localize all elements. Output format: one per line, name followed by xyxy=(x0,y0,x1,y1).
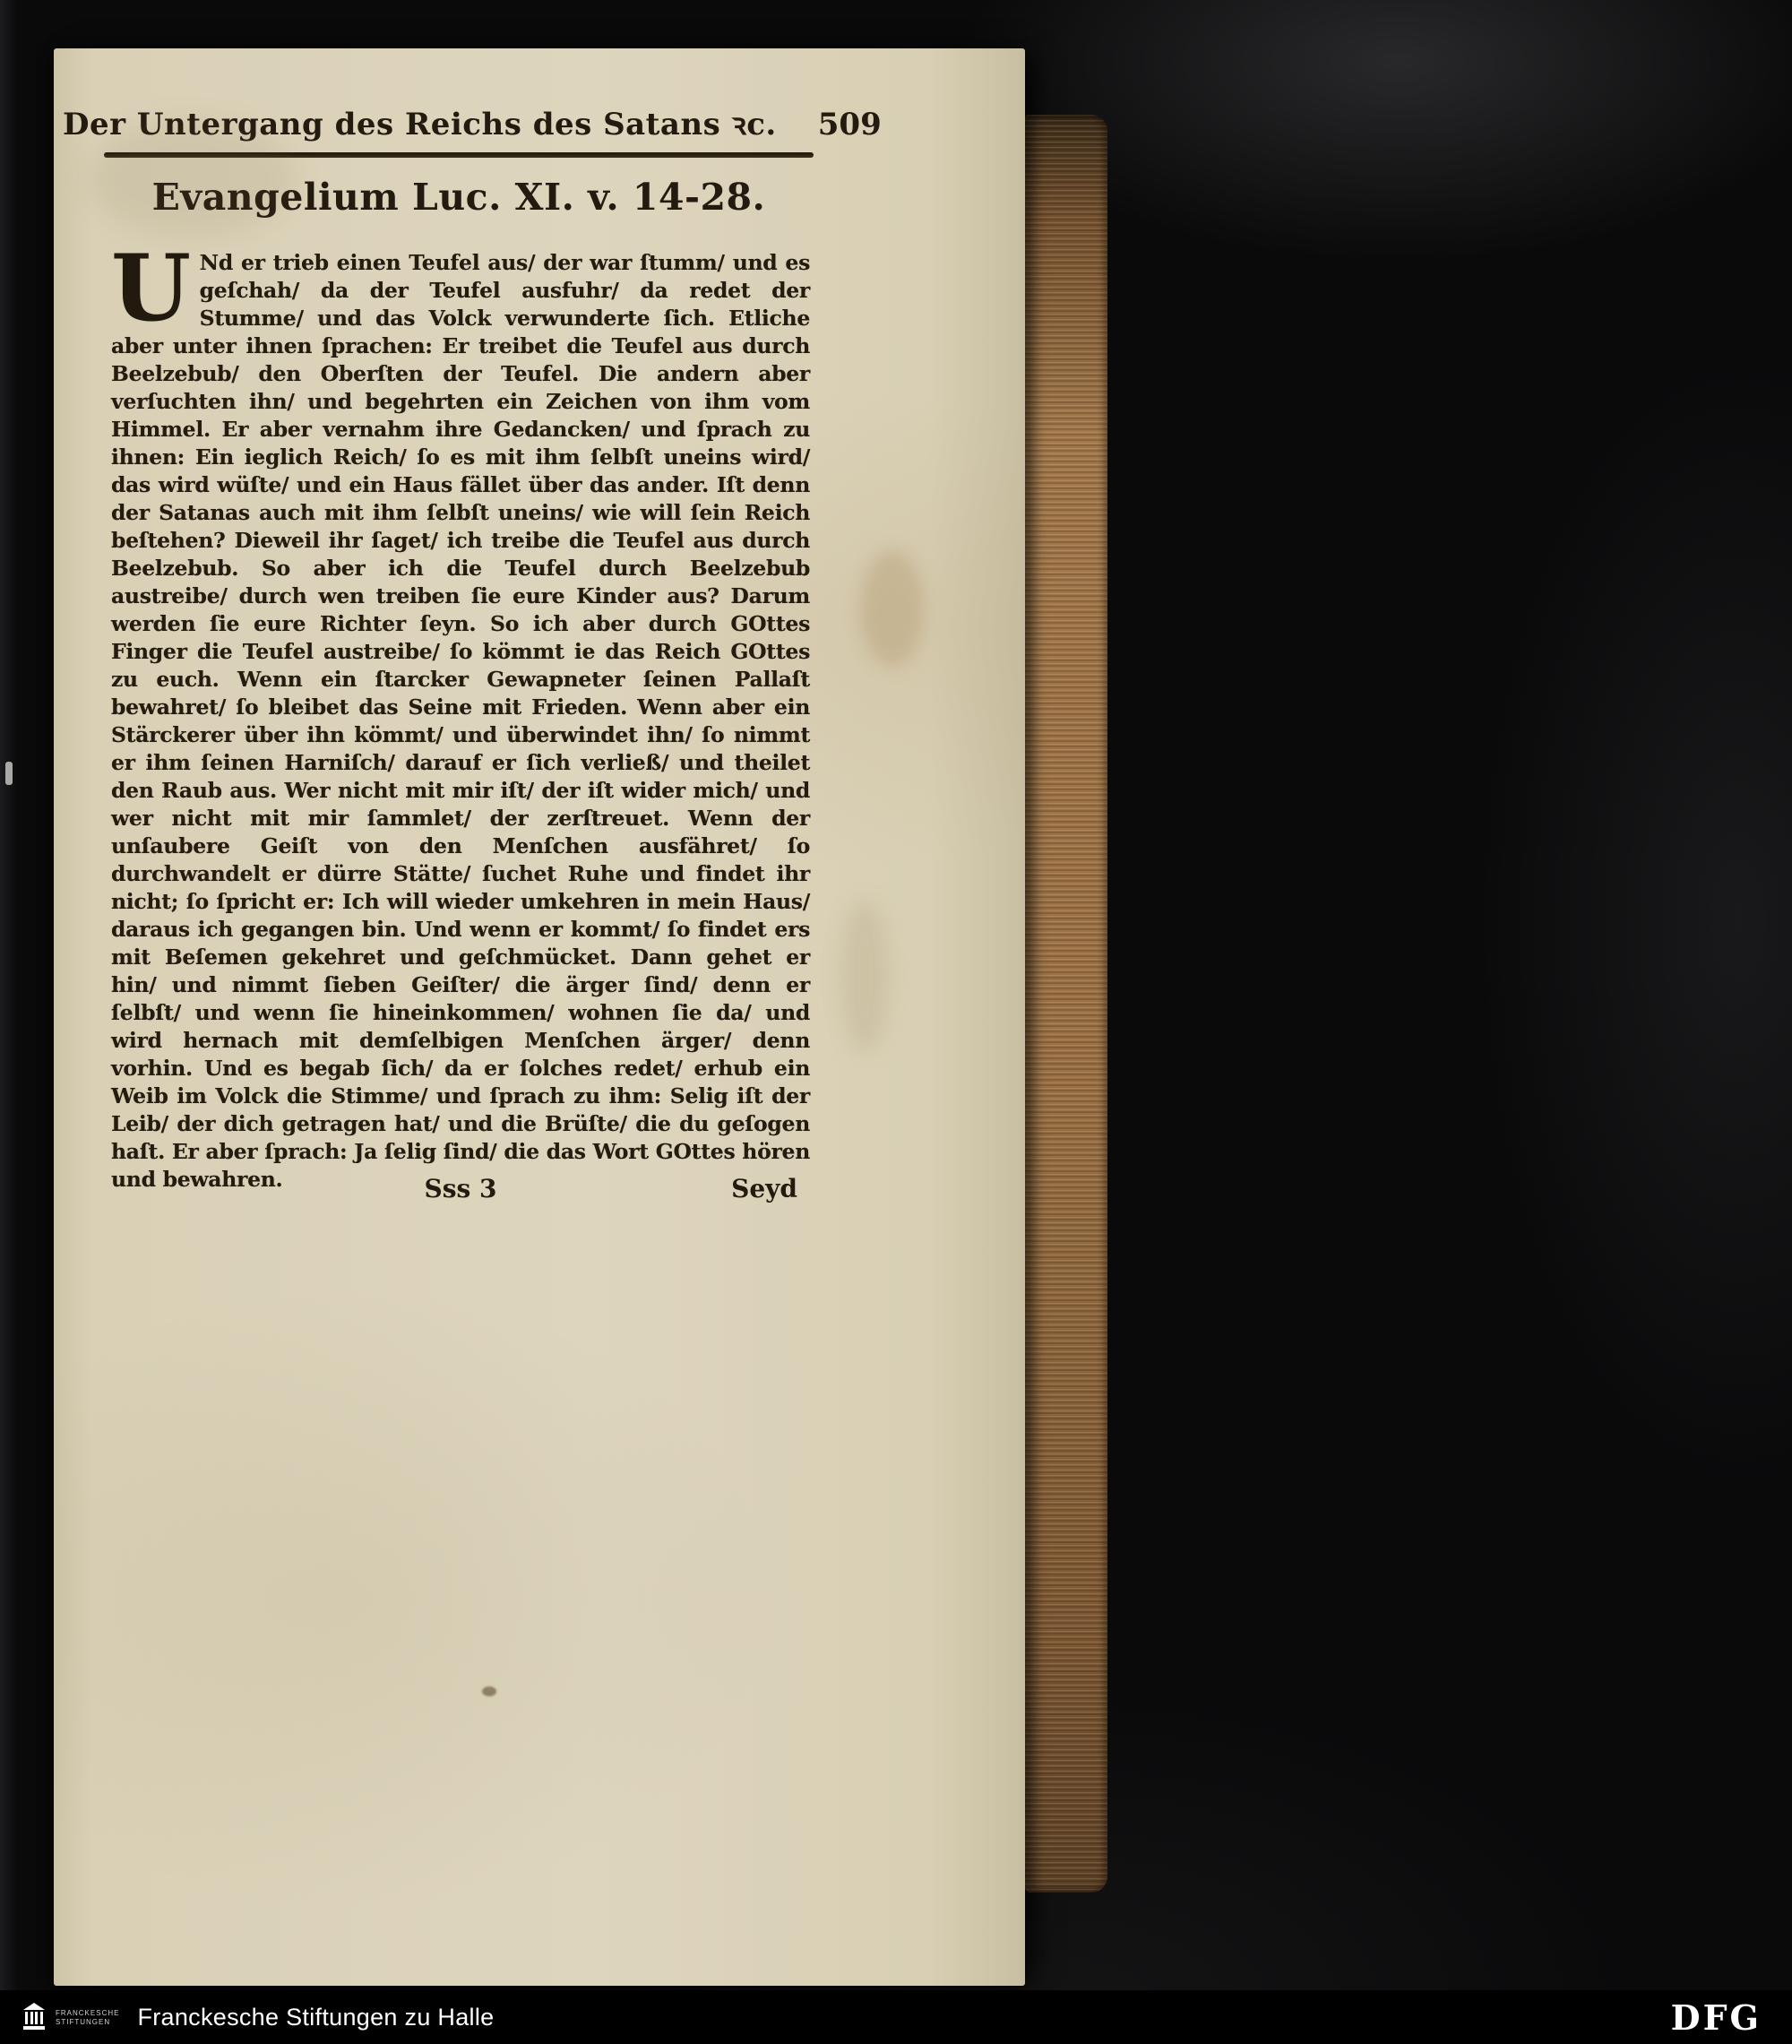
running-header xyxy=(63,102,882,143)
institution-name: Franckesche Stiftungen zu Halle xyxy=(137,2003,495,2031)
catchword: Seyd xyxy=(731,1174,797,1203)
scripture-paragraph: Nd er trieb einen Teufel aus/ der war ſtumm/ und es geſchah/ da der Teufel ausfuhr/ da redet der Stumme/ und das Volck verwunderte ſich. Etliche aber unter ihnen ſprachen: Er treibet die Teufel aus durch Beelzebub/ den Oberſten der Teufel. Die andern aber verſuchten ihn/ und begehrten ein Zeichen von ihm vom Himmel. Er aber vernahm ihre Gedancken/ und ſprach zu ihnen: Ein ieglich Reich/ ſo es mit ihm ſelbſt uneins wird/ das wird wüſte/ und ein Haus fället über das ander. Iſt denn der Satanas auch mit ihm ſelbſt uneins/ wie will ſein Reich beſtehen? Dieweil ihr ſaget/ ich treibe die Teufel aus durch Beelzebub. So aber ich die Teufel durch Beelzebub austreibe/ durch wen treiben ſie eure Kinder aus? Darum werden ſie eure Richter ſeyn. So ich aber durch GOttes Finger die Teufel austreibe/ ſo kömmt ie das Reich GOttes zu euch. Wenn ein ſtarcker Gewapneter ſeinen Pallaſt bewahret/ ſo bleibet das Seine mit Frieden. Wenn aber ein Stärckerer über ihn kömmt/ und überwindet ihn/ ſo nimmt er ihm ſeinen Harniſch/ darauf er ſich verließ/ und theilet den Raub aus. Wer nicht mit mir iſt/ der iſt wider mich/ und wer nicht mit mir ſammlet/ der zerſtreuet. Wenn der unſaubere Geiſt von den Menſchen ausfähret/ ſo durchwandelt er dürre Stätte/ ſuchet Ruhe und findet ihr nicht; ſo ſpricht er: Ich will wieder umkehren in mein Haus/ daraus ich gegangen bin. Und wenn er kommt/ ſo findet ers mit Beſemen gekehret und geſchmücket. Dann gehet er hin/ und nimmt ſieben Geiſter/ die ärger ſind/ denn er ſelbſt/ und wenn ſie hineinkommen/ wohnen ſie da/ und wird hernach mit demſelbigen Menſchen ärger/ denn vorhin. Und es begab ſich/ da er ſolches redet/ erhub ein Weib im Volck die Stimme/ und ſprach zu ihm: Selig iſt der Leib/ der dich getragen hat/ und die Brüſte/ die du geſogen haſt. Er aber ſprach: Ja ſelig ſind/ die das Wort GOttes hören und bewahren. xyxy=(111,250,810,1192)
pericope-heading: Evangelium Luc. XI. v. 14-28. xyxy=(151,176,766,219)
scan-footer-bar xyxy=(0,1990,1792,2044)
institution-credit xyxy=(22,1999,494,2035)
logo-caption-line2: STIFTUNGEN xyxy=(56,2017,111,2026)
scan-artifact xyxy=(5,762,13,785)
paper-stain xyxy=(840,900,889,1052)
drop-cap-initial: U xyxy=(111,235,191,342)
signature-mark: Sss 3 xyxy=(424,1174,497,1203)
funder-credit xyxy=(1671,1997,1762,2038)
header-rule xyxy=(104,152,814,158)
book-page xyxy=(54,48,1025,1986)
page-number: 509 xyxy=(817,107,882,142)
scripture-text xyxy=(111,235,810,1194)
signature-row xyxy=(111,1174,810,1210)
running-title: Der Untergang des Reichs des Satans ꝛc. xyxy=(63,107,777,142)
paper-stain xyxy=(482,1686,496,1696)
scanner-edge-strip xyxy=(0,0,18,2044)
logo-caption-line1: FRANCKESCHE xyxy=(56,2008,120,2017)
dfg-logo: DFG xyxy=(1670,1997,1762,2038)
book-fore-edge xyxy=(1025,115,1107,1893)
franckesche-logo-icon xyxy=(22,1999,47,2035)
paper-stain xyxy=(860,550,925,667)
logo-caption xyxy=(56,2009,119,2026)
